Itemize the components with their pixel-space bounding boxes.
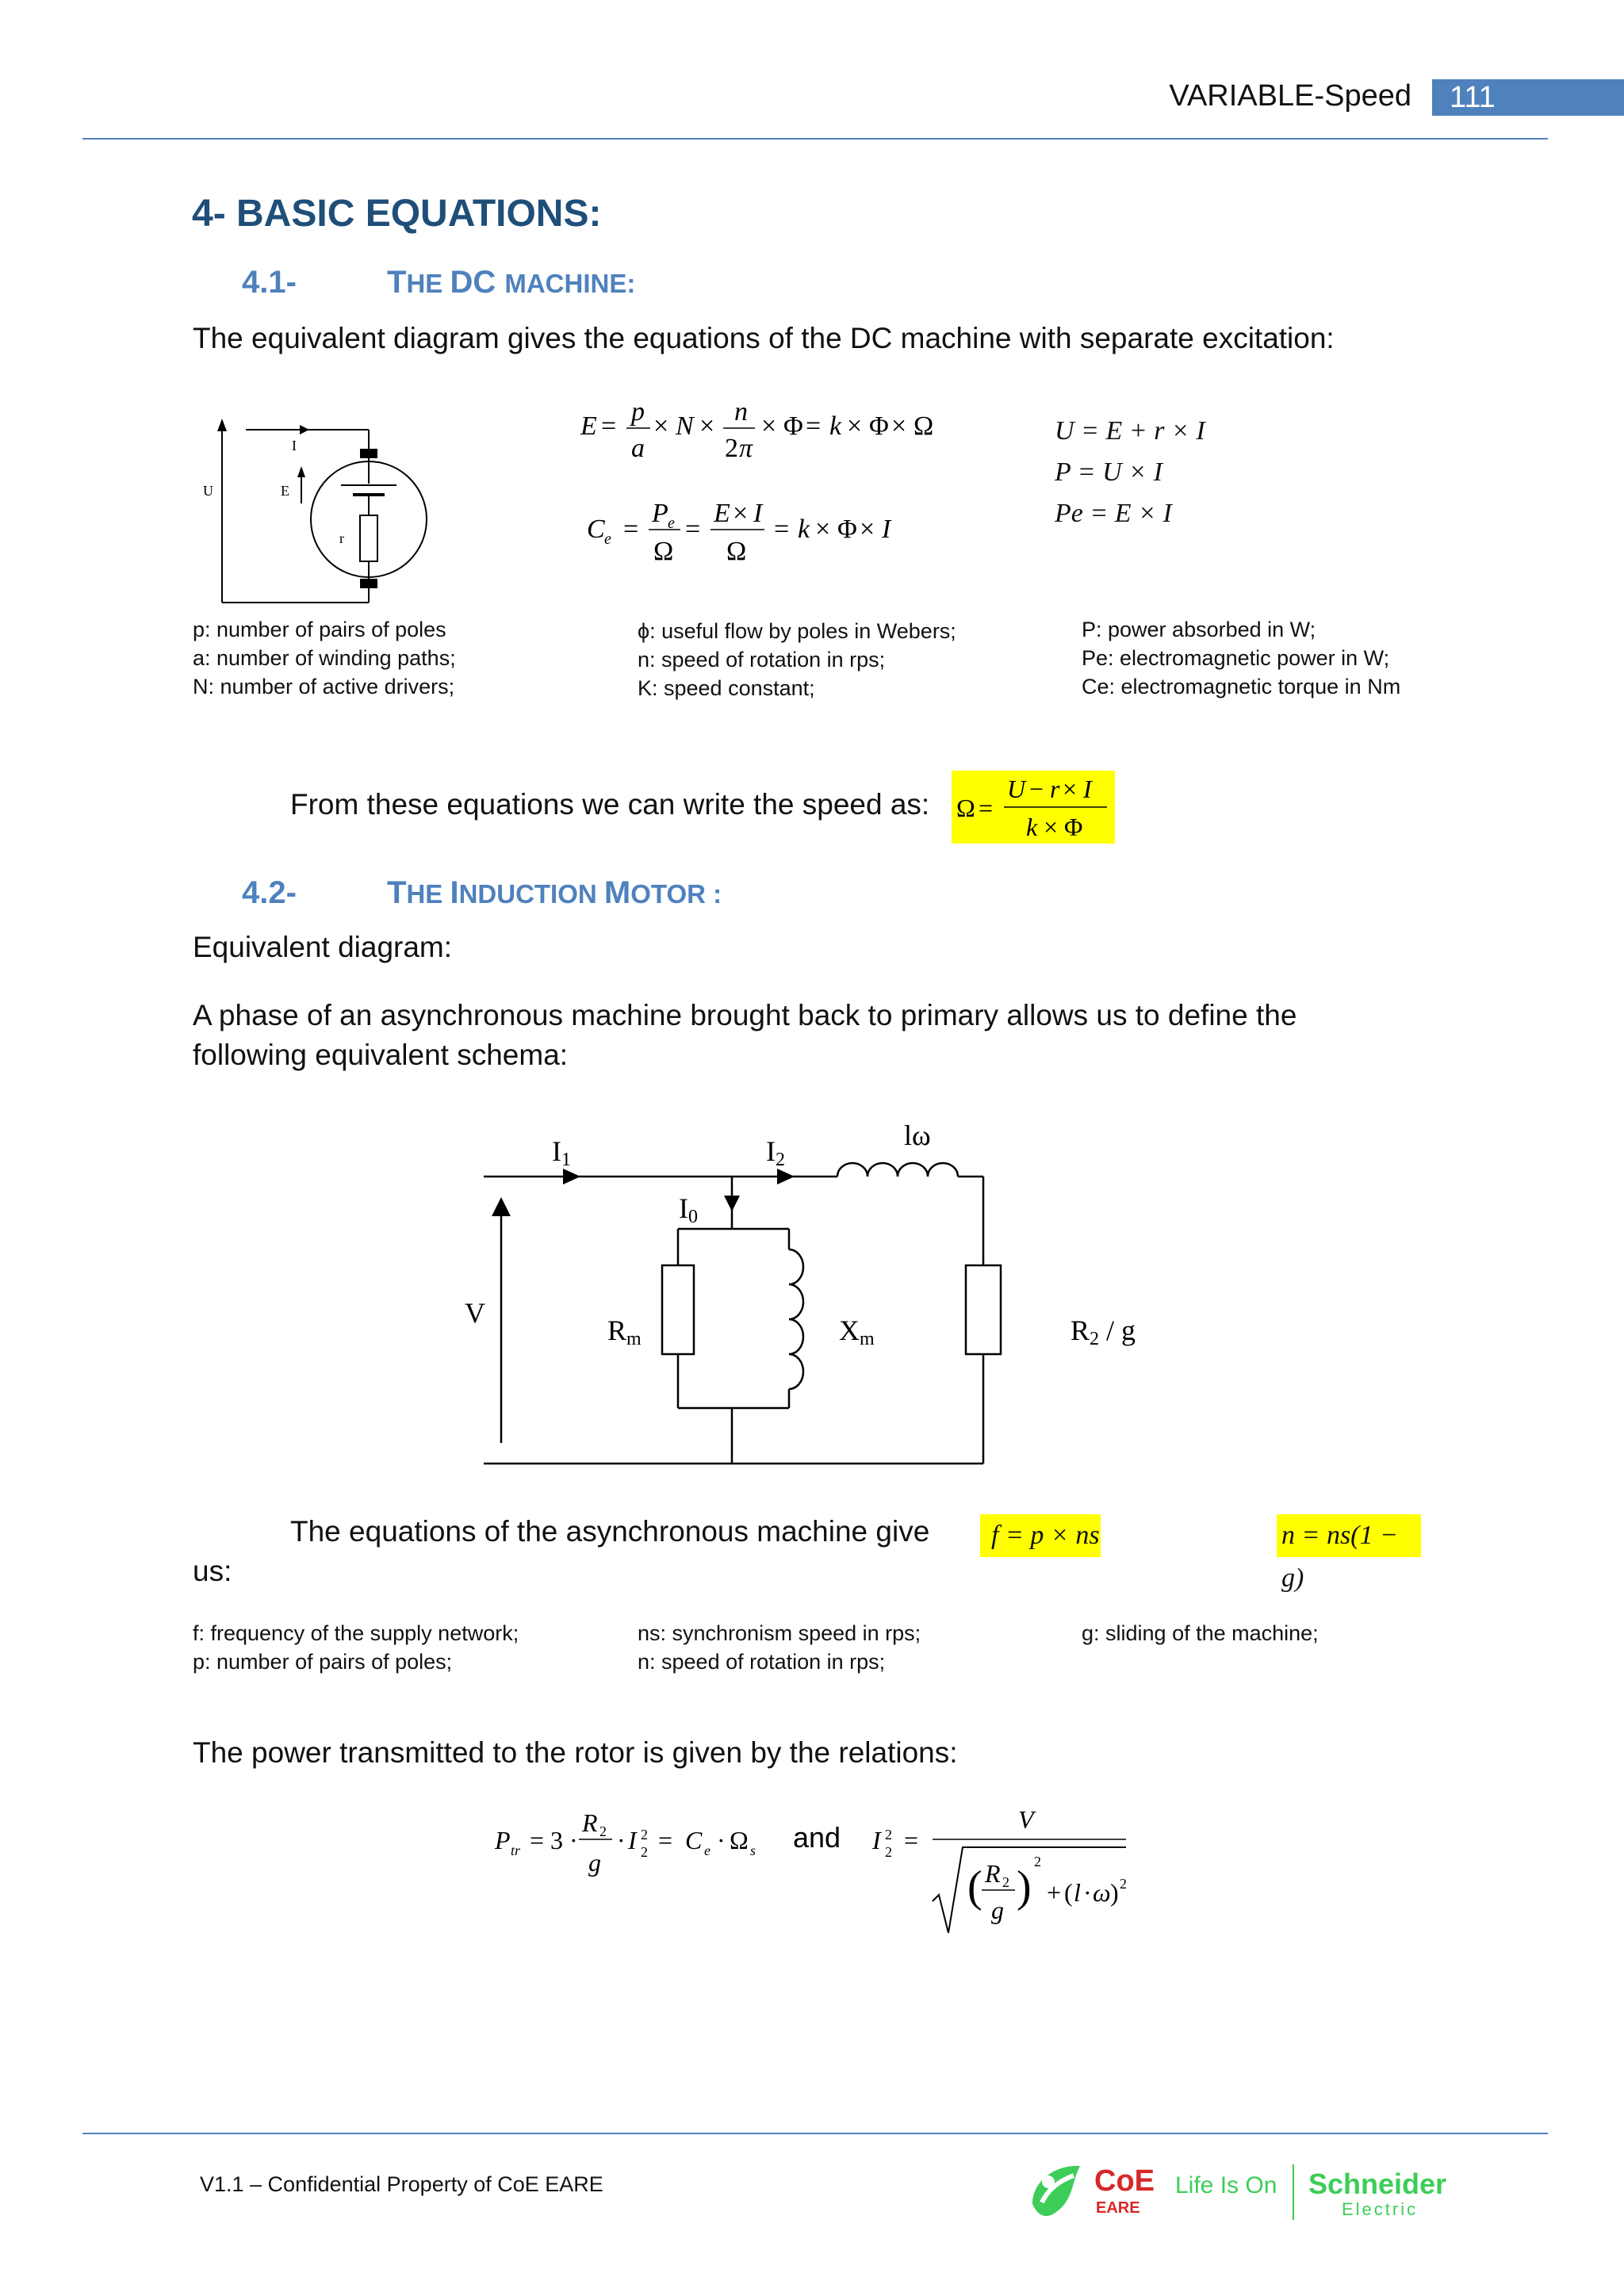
induction-motor-circuit xyxy=(444,1110,1158,1475)
dc-label-U: U xyxy=(203,483,213,499)
svg-text:C: C xyxy=(685,1826,703,1854)
dc-eq-power: P = U × I xyxy=(1055,457,1162,487)
im-eq-text-1: The equations of the asynchronous machine give xyxy=(290,1515,930,1548)
dc-eq-voltage: U = E + r × I xyxy=(1055,416,1205,446)
im-eq-text-2: us: xyxy=(193,1555,232,1587)
subsection-title-dc: THE DC MACHINE: xyxy=(387,265,636,300)
svg-text:=: = xyxy=(979,794,994,822)
svg-text:g: g xyxy=(588,1848,601,1877)
coe-logo-text: CoE xyxy=(1094,2164,1155,2198)
svg-text:·: · xyxy=(1083,1878,1092,1907)
svg-text:=: = xyxy=(601,411,617,441)
svg-text:2: 2 xyxy=(1120,1876,1127,1892)
svg-text:I1: I1 xyxy=(552,1135,571,1170)
svg-text:=: = xyxy=(774,515,790,544)
svg-text:×: × xyxy=(815,515,831,544)
dc-eq-em-power: Pe = E × I xyxy=(1055,499,1172,528)
svg-text:2: 2 xyxy=(885,1827,892,1843)
dc-eq2 xyxy=(587,499,892,566)
subsection-title-im: THE INDUCTION MOTOR : xyxy=(387,875,722,910)
svg-text:I0: I0 xyxy=(679,1192,698,1227)
svg-text:Ω: Ω xyxy=(730,1826,749,1854)
svg-text:e: e xyxy=(704,1843,710,1858)
im-power-equations xyxy=(492,1800,1126,1942)
svg-text:Ω: Ω xyxy=(653,537,674,566)
svg-text:N: N xyxy=(676,411,694,441)
svg-text:·: · xyxy=(717,1826,726,1854)
svg-text:Ω: Ω xyxy=(726,537,747,566)
svg-text:k: k xyxy=(829,411,842,441)
im-eq-current xyxy=(871,1805,1127,1933)
svg-text:V: V xyxy=(1018,1805,1034,1834)
svg-text:×: × xyxy=(891,411,907,441)
svg-text:e: e xyxy=(604,530,611,548)
svg-text:Φ: Φ xyxy=(837,515,857,544)
logo-divider xyxy=(1293,2164,1294,2220)
page-number-badge: 111 xyxy=(1432,79,1624,116)
svg-text:I: I xyxy=(872,1826,881,1854)
svg-text:): ) xyxy=(1017,1862,1032,1911)
schneider-logo-text: Schneider xyxy=(1308,2168,1447,2200)
im-eq-frequency: f = p × ns xyxy=(980,1514,1101,1557)
svg-text:2: 2 xyxy=(1002,1874,1009,1890)
svg-text:2: 2 xyxy=(641,1827,648,1843)
svg-text:(: ( xyxy=(1064,1878,1073,1907)
section-title: 4- BASIC EQUATIONS: xyxy=(192,193,602,235)
svg-text:π: π xyxy=(739,434,753,463)
dc-equations-right xyxy=(1055,411,1205,534)
coe-leaf-logo xyxy=(1025,2156,1091,2223)
svg-text:): ) xyxy=(1110,1878,1119,1907)
svg-text:a: a xyxy=(631,434,645,463)
im-legend-col3: g: sliding of the machine; xyxy=(1082,1621,1319,1645)
svg-text:p: p xyxy=(631,397,645,427)
dc-eq1 xyxy=(580,397,933,463)
svg-text:ω: ω xyxy=(1093,1878,1111,1907)
im-and-word: and xyxy=(793,1821,841,1854)
im-eq-power-rotor xyxy=(494,1808,756,1877)
svg-text:×: × xyxy=(733,499,749,528)
svg-text:=: = xyxy=(658,1826,673,1854)
dc-legend-col1: p: number of pairs of poles a: number of winding paths; N: number of active drivers; xyxy=(193,618,456,698)
svg-text:×: × xyxy=(653,411,669,441)
svg-text:Ω: Ω xyxy=(914,411,934,441)
svg-text:×: × xyxy=(860,515,875,544)
svg-text:=: = xyxy=(623,515,639,544)
svg-text:P: P xyxy=(652,499,668,528)
header-rule xyxy=(82,138,1548,140)
svg-text:=: = xyxy=(806,411,822,441)
svg-text:Rm: Rm xyxy=(607,1314,642,1349)
im-eq-speed: n = ns(1 − g) xyxy=(1277,1514,1421,1557)
dc-machine-diagram xyxy=(198,404,444,610)
svg-text:Φ: Φ xyxy=(869,411,889,441)
svg-text:×: × xyxy=(1044,813,1059,841)
dc-speed-equation xyxy=(952,771,1115,844)
footer-text: V1.1 – Confidential Property of CoE EARE xyxy=(200,2172,603,2196)
dc-label-E: E xyxy=(281,483,289,499)
svg-text:E: E xyxy=(580,411,597,441)
svg-text:V: V xyxy=(465,1297,485,1329)
dc-legend-col3: P: power absorbed in W; Pe: electromagnetic power in W; Ce: electromagnetic torque in Nm xyxy=(1082,618,1401,698)
svg-text:I: I xyxy=(753,499,763,528)
svg-text:=: = xyxy=(685,515,701,544)
subsection-number-im: 4.2- xyxy=(242,875,297,910)
svg-text:r: r xyxy=(1050,775,1060,803)
svg-text:k: k xyxy=(798,515,810,544)
svg-text:l: l xyxy=(1074,1878,1081,1907)
electric-logo-text: Electric xyxy=(1342,2199,1419,2219)
svg-text:k: k xyxy=(1026,813,1038,841)
svg-text:×: × xyxy=(761,411,777,441)
svg-text:Φ: Φ xyxy=(783,411,803,441)
dc-equations xyxy=(571,388,983,579)
svg-text:R: R xyxy=(985,1859,1001,1888)
svg-text:n: n xyxy=(734,397,748,427)
svg-text:g: g xyxy=(991,1896,1004,1924)
svg-text:2: 2 xyxy=(1034,1854,1041,1869)
eare-logo-text: EARE xyxy=(1096,2199,1140,2217)
svg-text:2: 2 xyxy=(599,1823,607,1839)
im-power-text: The power transmitted to the rotor is given by the relations: xyxy=(193,1736,958,1769)
svg-text:U: U xyxy=(1007,775,1026,803)
svg-text:s: s xyxy=(750,1843,756,1858)
svg-text:Φ: Φ xyxy=(1064,813,1083,841)
svg-text:×: × xyxy=(1063,775,1078,803)
svg-text:R2 / g: R2 / g xyxy=(1071,1314,1136,1349)
svg-text:Ω: Ω xyxy=(956,794,975,822)
im-eq-diagram-label: Equivalent diagram: xyxy=(193,931,453,963)
svg-text:I: I xyxy=(628,1826,637,1854)
dc-label-I: I xyxy=(292,438,297,453)
svg-text:E: E xyxy=(714,499,730,528)
footer-rule xyxy=(82,2133,1548,2134)
svg-text:(: ( xyxy=(967,1862,982,1911)
svg-text:+: + xyxy=(1047,1878,1062,1907)
svg-text:2: 2 xyxy=(641,1844,648,1860)
svg-text:I: I xyxy=(882,515,891,544)
header-title: VARIABLE-Speed xyxy=(1169,79,1411,113)
subsection-number-dc: 4.1- xyxy=(242,265,297,300)
svg-text:tr: tr xyxy=(511,1843,521,1858)
svg-text:e: e xyxy=(668,515,675,532)
svg-text:P: P xyxy=(495,1826,511,1854)
svg-text:−: − xyxy=(1029,775,1044,803)
life-is-on-text: Life Is On xyxy=(1175,2172,1277,2198)
svg-text:= 3 ·: = 3 · xyxy=(530,1826,578,1854)
footer-logos xyxy=(1025,2156,1453,2228)
svg-text:=: = xyxy=(904,1826,919,1854)
svg-text:·: · xyxy=(617,1826,626,1854)
dc-intro: The equivalent diagram gives the equations of the DC machine with separate excitation: xyxy=(193,322,1335,354)
svg-text:R: R xyxy=(582,1808,598,1837)
svg-text:2: 2 xyxy=(885,1844,892,1860)
svg-text:2: 2 xyxy=(725,434,738,463)
svg-text:Xm: Xm xyxy=(839,1314,875,1349)
im-phase-text: A phase of an asynchronous machine brought back to primary allows us to define the following equivalent schema: xyxy=(193,999,1297,1071)
im-legend-col1: f: frequency of the supply network; p: number of pairs of poles; xyxy=(193,1621,519,1674)
svg-text:C: C xyxy=(587,515,605,544)
svg-text:lω: lω xyxy=(904,1119,931,1151)
dc-legend-col2: ϕ: useful flow by poles in Webers; n: speed of rotation in rps; K: speed constant; xyxy=(638,619,956,700)
im-legend-col2: ns: synchronism speed in rps; n: speed of rotation in rps; xyxy=(638,1621,921,1674)
svg-text:I: I xyxy=(1083,775,1092,803)
dc-label-r: r xyxy=(339,530,344,546)
svg-text:×: × xyxy=(699,411,715,441)
svg-text:I2: I2 xyxy=(766,1135,785,1170)
svg-text:×: × xyxy=(847,411,863,441)
dc-speed-text: From these equations we can write the speed as: xyxy=(290,788,930,821)
